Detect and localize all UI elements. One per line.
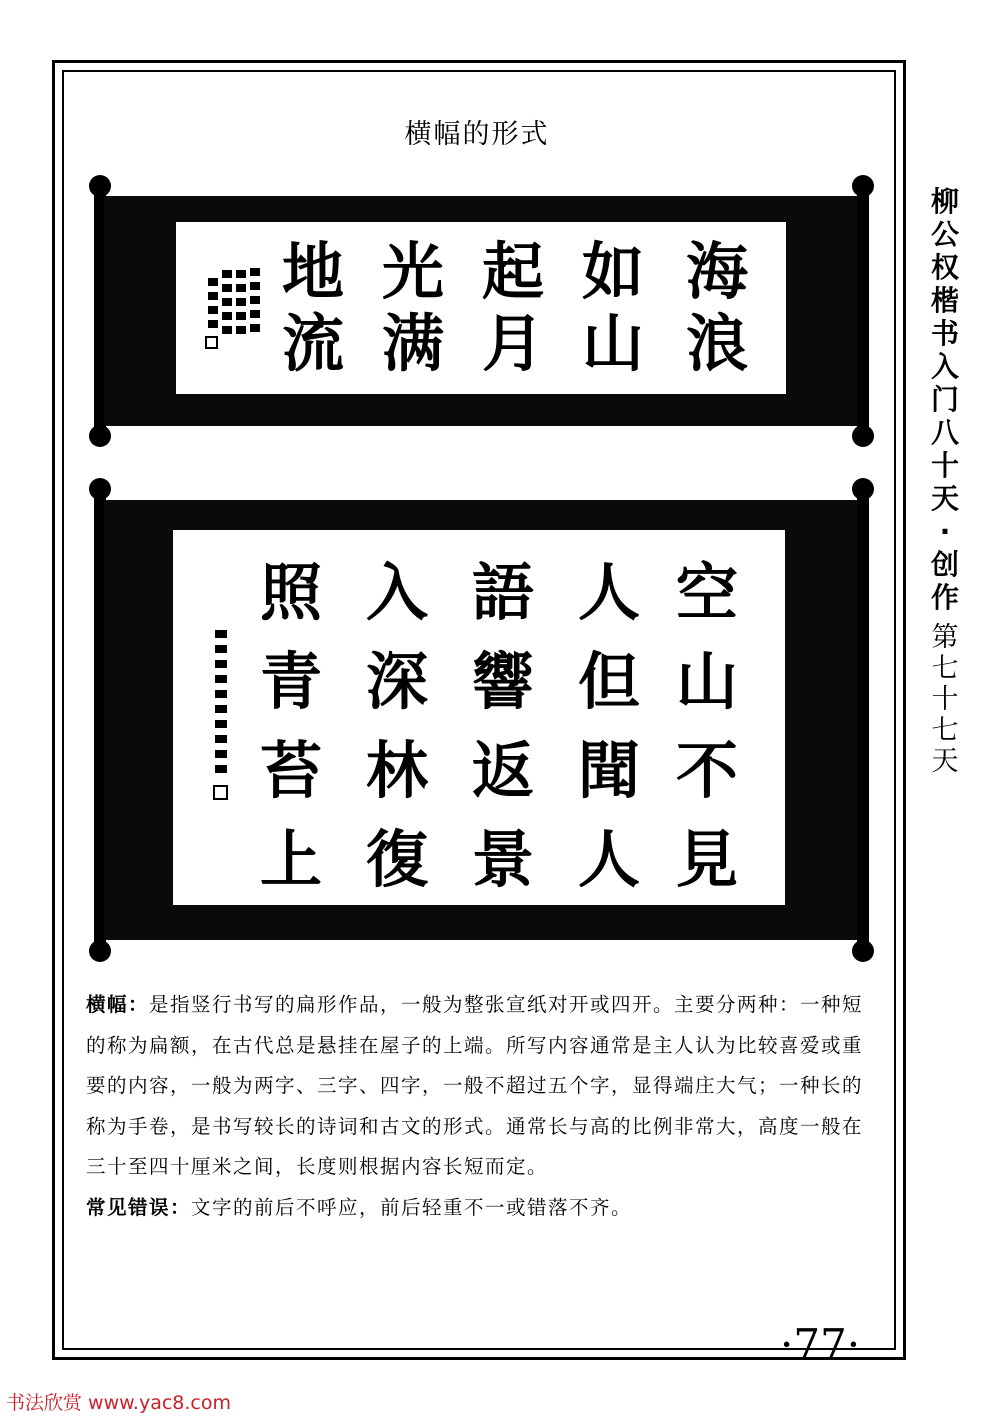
section-title: 横幅的形式 xyxy=(404,119,550,150)
term-label: 常见错误： xyxy=(86,1195,192,1219)
page-number: ·77· xyxy=(780,1320,861,1369)
scroll-knob xyxy=(89,940,111,962)
calligraphy-column: 地流 xyxy=(281,235,344,380)
scroll-knob xyxy=(89,425,111,447)
vertical-char: 权 xyxy=(930,251,959,284)
calligraphy-column: 海浪 xyxy=(685,235,748,380)
vertical-char: 入 xyxy=(930,350,959,383)
calligraphy-column: 起月 xyxy=(481,235,544,380)
vertical-char: 楷 xyxy=(930,284,959,317)
scroll-knob xyxy=(852,425,874,447)
calligraphy-column: 入深林復 xyxy=(365,556,428,896)
vertical-char: 书 xyxy=(930,317,959,350)
common-errors-paragraph: 常见错误：文字的前后不呼应，前后轻重不一或错落不齐。 xyxy=(86,1195,633,1219)
inscription-column xyxy=(208,278,218,334)
vertical-char: 创 xyxy=(930,548,959,581)
vertical-char: 十 xyxy=(931,684,959,715)
watermark-text: 书法欣赏 www.yac8.com xyxy=(6,1392,231,1414)
inscription-column xyxy=(236,270,246,340)
vertical-char: · xyxy=(939,515,951,548)
calligraphy-column: 如山 xyxy=(581,235,644,380)
calligraphy-column: 人但聞人 xyxy=(577,556,640,896)
calligraphy-column: 空山不見 xyxy=(675,556,738,896)
scroll-knob xyxy=(852,940,874,962)
inscription-column xyxy=(250,268,260,338)
calligraphy-column: 光满 xyxy=(381,235,444,380)
inscription-column xyxy=(215,630,227,780)
seal-stamp xyxy=(213,785,228,800)
vertical-char: 作 xyxy=(930,581,959,614)
vertical-char: 公 xyxy=(930,218,959,251)
scroll-rod-right xyxy=(857,190,869,435)
description-text xyxy=(86,985,876,1228)
vertical-char: 天 xyxy=(930,482,959,515)
description-paragraph: 横幅：是指竖行书写的扁形作品，一般为整张宣纸对开或四开。主要分两种：一种短的称为扁额，在古代总是悬挂在屋子的上端。所写内容通常是主人认为比较喜爱或重要的内容，一般为两字、三字、四字，一般不超过五个字，显得端庄大气；一种长的称为手卷，是书写较长的诗词和古文的形式。通常长与高的比例非常大，高度一般在三十至四十厘米之间，长度则根据内容长短而定。 xyxy=(86,993,864,1178)
seal-stamp xyxy=(205,336,218,349)
vertical-char: 七 xyxy=(931,715,959,746)
calligraphy-column: 照青苔上 xyxy=(259,556,322,896)
vertical-char: 八 xyxy=(930,416,959,449)
inscription-column xyxy=(222,270,232,340)
vertical-char: 十 xyxy=(930,449,959,482)
vertical-char: 七 xyxy=(931,653,959,684)
day-label-vertical xyxy=(930,622,960,777)
vertical-char: 天 xyxy=(931,746,959,777)
vertical-char: 第 xyxy=(931,622,959,653)
calligraphy-column: 語響返景 xyxy=(471,556,534,896)
scroll-rod-right xyxy=(857,492,869,950)
vertical-char: 门 xyxy=(930,383,959,416)
vertical-char: 柳 xyxy=(930,185,959,218)
book-title-vertical xyxy=(930,185,960,614)
term-label: 横幅： xyxy=(86,993,150,1016)
